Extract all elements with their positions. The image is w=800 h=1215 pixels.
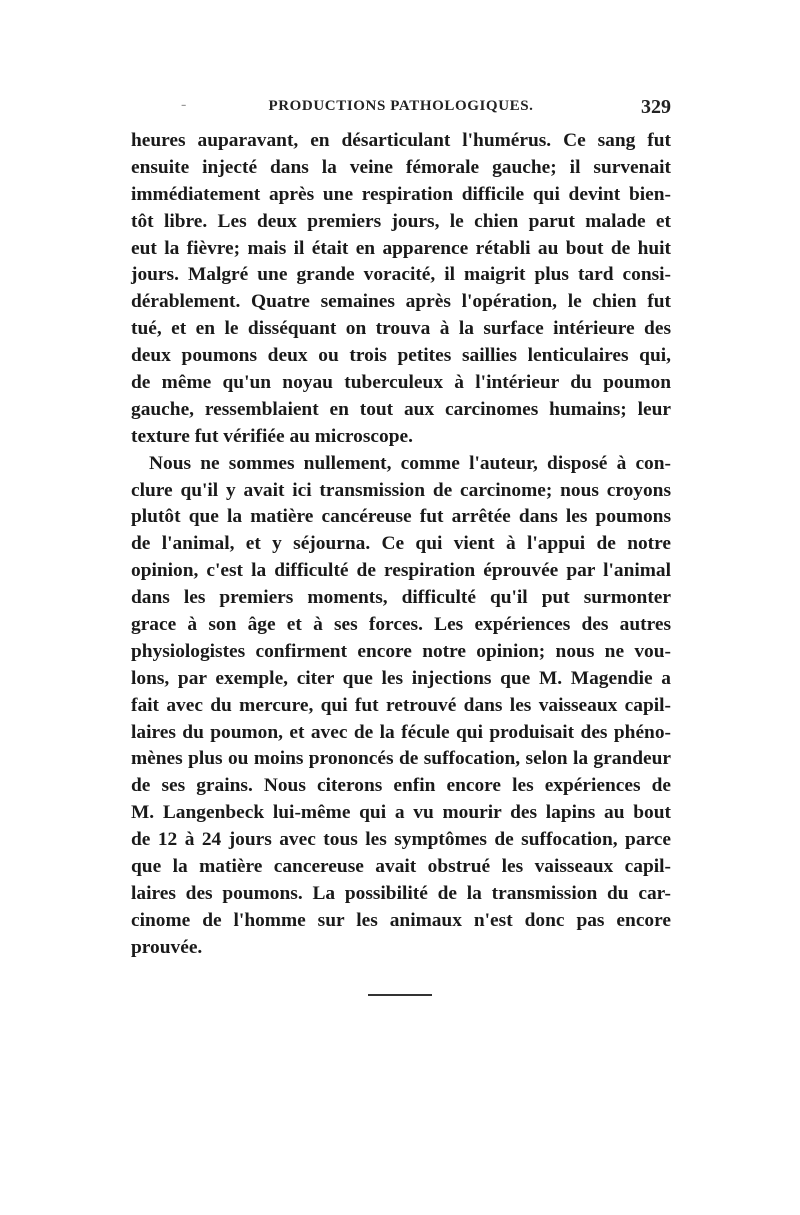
page-body — [131, 128, 671, 962]
text-line: prouvée. — [131, 936, 203, 958]
text-line: jours. Malgré une grande voracité, il maigrit plus tard consi- — [131, 264, 671, 286]
text-line: M. Langenbeck lui-même qui a vu mourir des lapins au bout — [131, 802, 671, 824]
text-line: heures auparavant, en désarticulant l'humérus. Ce sang fut — [131, 130, 671, 151]
text-line: lons, par exemple, citer que les injections que M. Magendie a — [131, 667, 671, 689]
text-line: eut la fièvre; mais il était en apparence rétabli au bout de huit — [131, 237, 671, 259]
text-line: de même qu'un noyau tuberculeux à l'intérieur du poumon — [131, 372, 671, 394]
text-line: fait avec du mercure, qui fut retrouvé dans les vaisseaux capil- — [131, 694, 671, 716]
text-line: immédiatement après une respiration difficile qui devint bien- — [131, 183, 671, 205]
text-line: opinion, c'est la difficulté de respiration éprouvée par l'animal — [131, 560, 671, 582]
paragraph-2 — [131, 451, 671, 962]
page-number: 329 — [641, 96, 671, 118]
text-line: tué, et en le disséquant on trouva à la surface intérieure des — [131, 318, 671, 340]
running-header — [131, 96, 671, 120]
text-line: plutôt que la matière cancéreuse fut arrêtée dans les poumons — [131, 506, 671, 528]
text-line: dans les premiers moments, difficulté qu'il put surmonter — [131, 587, 671, 609]
text-line: de l'animal, et y séjourna. Ce qui vient à l'appui de notre — [131, 533, 671, 555]
text-line: gauche, ressemblaient en tout aux carcinomes humains; leur — [131, 398, 671, 420]
text-line: cinome de l'homme sur les animaux n'est donc pas encore — [131, 909, 671, 931]
text-line: ensuite injecté dans la veine fémorale gauche; il survenait — [131, 156, 671, 178]
text-line: laires du poumon, et avec de la fécule qui produisait des phéno- — [131, 721, 671, 743]
text-line: mènes plus ou moins prononcés de suffocation, selon la grandeur — [131, 748, 671, 770]
text-line: laires des poumons. La possibilité de la transmission du car- — [131, 882, 671, 904]
text-line: que la matière cancereuse avait obstrué les vaisseaux capil- — [131, 856, 671, 878]
text-line: de 12 à 24 jours avec tous les symptômes de suffocation, parce — [131, 829, 671, 851]
text-line: clure qu'il y avait ici transmission de carcinome; nous croyons — [131, 479, 671, 501]
running-title: PRODUCTIONS PATHOLOGIQUES. — [268, 98, 534, 114]
paragraph-1 — [131, 128, 671, 451]
header-dash: - — [181, 96, 187, 113]
text-line: grace à son âge et à ses forces. Les expériences des autres — [131, 614, 671, 636]
text-line: deux poumons deux ou trois petites saillies lenticulaires qui, — [131, 345, 671, 367]
text-line: de ses grains. Nous citerons enfin encore les expériences de — [131, 775, 671, 797]
text-line: dérablement. Quatre semaines après l'opération, le chien fut — [131, 291, 671, 313]
text-line: tôt libre. Les deux premiers jours, le chien parut malade et — [131, 210, 671, 232]
text-line: texture fut vérifiée au microscope. — [131, 425, 413, 447]
text-line: physiologistes confirment encore notre opinion; nous ne vou- — [131, 640, 671, 662]
text-line: Nous ne sommes nullement, comme l'auteur, disposé à con- — [149, 452, 671, 474]
end-rule — [368, 994, 432, 996]
